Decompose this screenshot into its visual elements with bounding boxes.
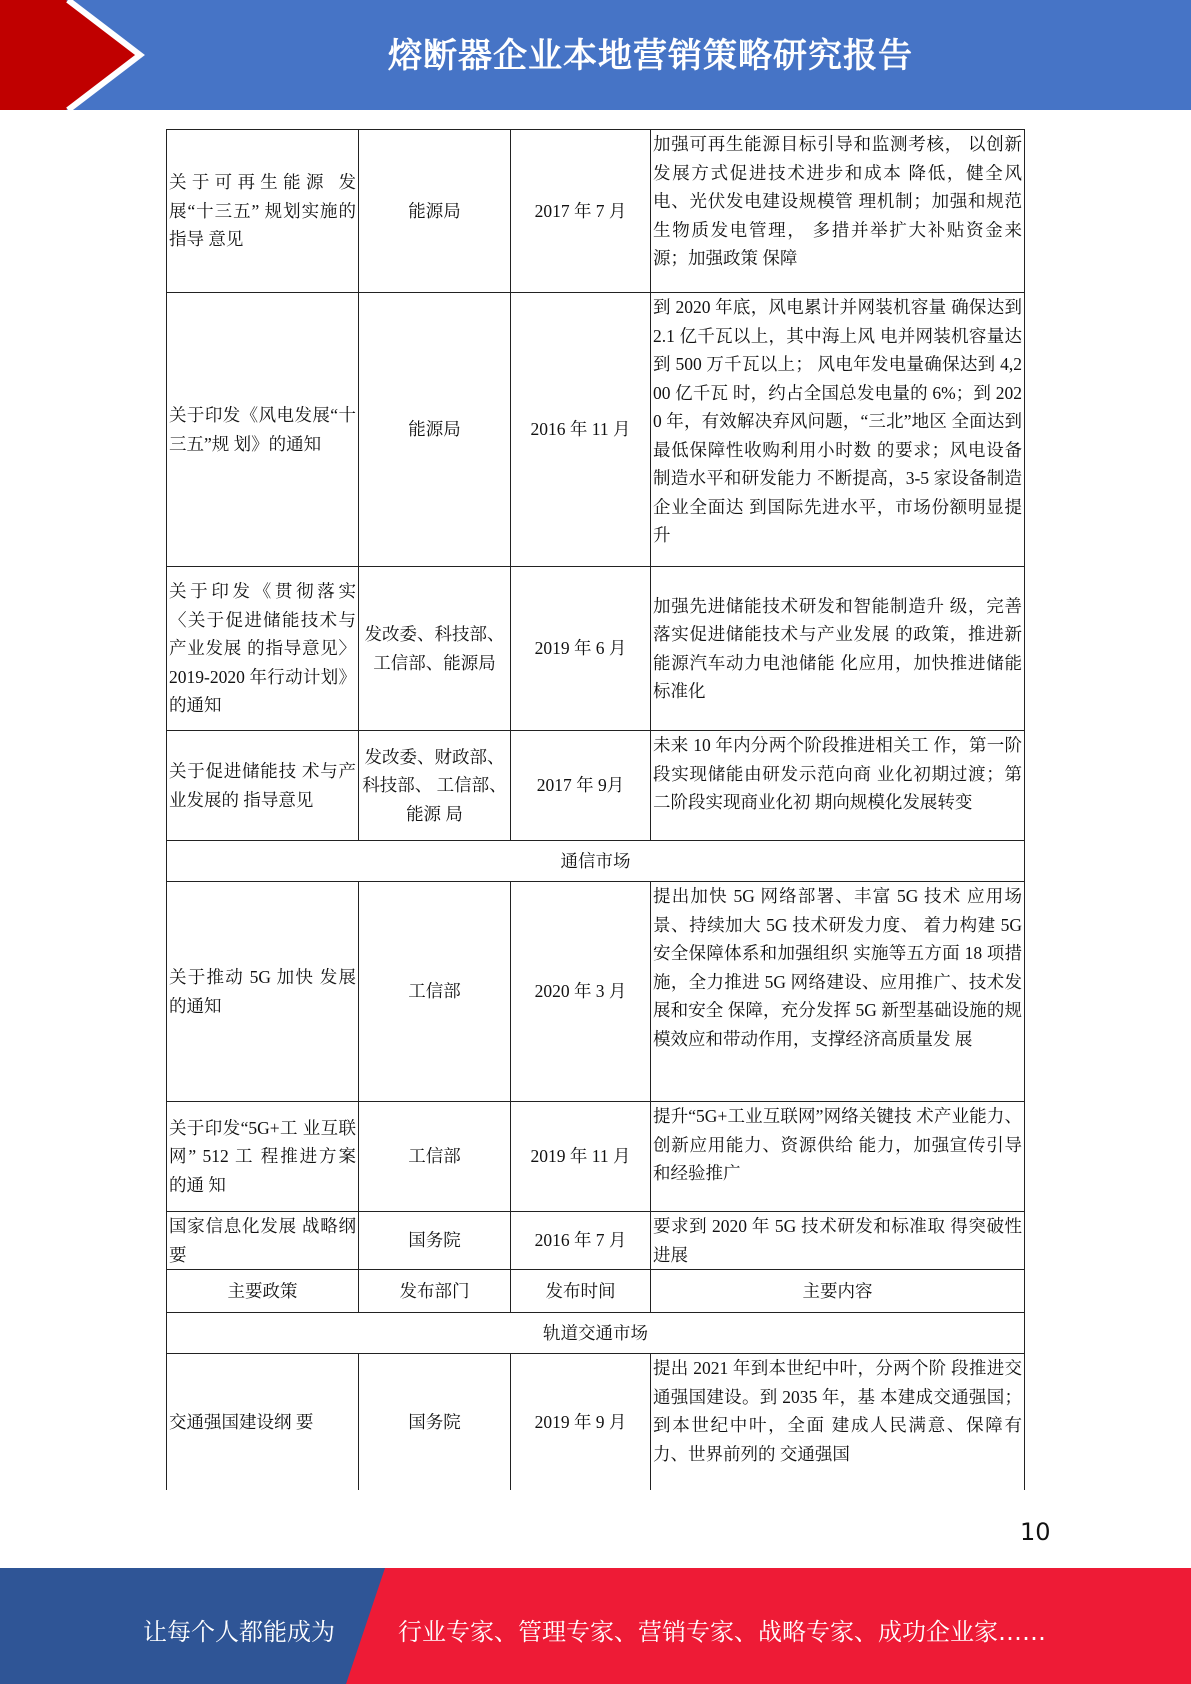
table-row <box>167 731 1025 841</box>
date-cell: 2017 年 7 月 <box>511 130 651 293</box>
footer-slogan-left: 让每个人都能成为 <box>143 1618 335 1646</box>
report-title: 熔断器企业本地营销策略研究报告 <box>388 36 913 76</box>
content-cell: 提出加快 5G 网络部署、丰富 5G 技术 应用场景、持续加大 5G 技术研发力度、 着力构建 5G 安全保障体系和加强组织 实施等五方面 18 项措施，全力推进 5G 网络建设、应用推广、技术发展和安全 保障，充分发挥 5G 新型基础设施的规 模效应和带动作用，支撑经济高质量发 展 <box>651 882 1025 1102</box>
page-header <box>0 0 1191 110</box>
policy-cell: 关于印发“5G+工 业互联网” 512 工 程推进方案的通 知 <box>167 1102 359 1212</box>
policy-cell: 关于可再生能源 发展“十三五” 规划实施的指导 意见 <box>167 130 359 293</box>
dept-cell: 国务院 <box>359 1212 511 1270</box>
table-row <box>167 1212 1025 1270</box>
policy-cell: 交通强国建设纲 要 <box>167 1354 359 1490</box>
section-telecom: 通信市场 <box>167 841 1025 882</box>
section-row <box>167 841 1025 882</box>
section-rail: 轨道交通市场 <box>167 1313 1025 1354</box>
table-row <box>167 1354 1025 1490</box>
footer-slogan-right: 行业专家、管理专家、营销专家、战略专家、成功企业家…… <box>398 1618 1046 1646</box>
date-cell: 2016 年 7 月 <box>511 1212 651 1270</box>
table-row <box>167 567 1025 731</box>
table-row <box>167 882 1025 1102</box>
dept-cell: 能源局 <box>359 130 511 293</box>
date-cell: 2019 年 9 月 <box>511 1354 651 1490</box>
date-cell: 2019 年 11 月 <box>511 1102 651 1212</box>
policy-cell: 关于印发《风电发展“十三五”规 划》的通知 <box>167 293 359 567</box>
policy-cell: 关于印发《贯彻落实〈关于促进储能技术与产业发展 的指导意见〉2019-2020 年行动计划》的通知 <box>167 567 359 731</box>
content-cell: 加强先进储能技术研发和智能制造升 级，完善落实促进储能技术与产业发展 的政策，推进新能源汽车动力电池储能 化应用，加快推进储能标准化 <box>651 567 1025 731</box>
content-cell: 加强可再生能源目标引导和监测考核， 以创新发展方式促进技术进步和成本 降低，健全风电、光伏发电建设规模管 理机制；加强和规范生物质发电管理， 多措并举扩大补贴资金来源；加强政策 保障 <box>651 130 1025 293</box>
content-cell: 提升“5G+工业互联网”网络关键技 术产业能力、创新应用能力、资源供给 能力，加强宣传引导和经验推广 <box>651 1102 1025 1212</box>
column-header-dept: 发布部门 <box>359 1270 511 1313</box>
policy-table <box>166 129 1025 1490</box>
column-header-content: 主要内容 <box>651 1270 1025 1313</box>
column-header-row <box>167 1270 1025 1313</box>
content-cell: 未来 10 年内分两个阶段推进相关工 作，第一阶段实现储能由研发示范向商 业化初期过渡；第二阶段实现商业化初 期向规模化发展转变 <box>651 731 1025 841</box>
column-header-policy: 主要政策 <box>167 1270 359 1313</box>
table-row <box>167 1102 1025 1212</box>
column-header-date: 发布时间 <box>511 1270 651 1313</box>
policy-cell: 关于推动 5G 加快 发展的通知 <box>167 882 359 1102</box>
date-cell: 2020 年 3 月 <box>511 882 651 1102</box>
date-cell: 2017 年 9月 <box>511 731 651 841</box>
dept-cell: 发改委、财政部、科技部、 工信部、能源 局 <box>359 731 511 841</box>
section-row <box>167 1313 1025 1354</box>
page-footer <box>0 1568 1191 1684</box>
content-cell: 到 2020 年底，风电累计并网装机容量 确保达到 2.1 亿千瓦以上，其中海上风 电并网装机容量达到 500 万千瓦以上； 风电年发电量确保达到 4,200 亿千瓦 时，约占全国总发电量的 6%；到 2020 年，有效解决弃风问题，“三北”地区 全面达到最低保障性收购利用小时数 的要求；风电设备制造水平和研发能力 不断提高，3-5 家设备制造企业全面达 到国际先进水平，市场份额明显提升 <box>651 293 1025 567</box>
policy-cell: 关于促进储能技 术与产业发展的 指导意见 <box>167 731 359 841</box>
date-cell: 2016 年 11 月 <box>511 293 651 567</box>
dept-cell: 能源局 <box>359 293 511 567</box>
page-number: 10 <box>1020 1518 1051 1546</box>
content-cell: 提出 2021 年到本世纪中叶，分两个阶 段推进交通强国建设。到 2035 年，基 本建成交通强国；到本世纪中叶，全面 建成人民满意、保障有力、世界前列的 交通强国 <box>651 1354 1025 1490</box>
table-row <box>167 130 1025 293</box>
dept-cell: 工信部 <box>359 1102 511 1212</box>
policy-cell: 国家信息化发展 战略纲要 <box>167 1212 359 1270</box>
table-row <box>167 293 1025 567</box>
dept-cell: 发改委、科技部、工信部、能源局 <box>359 567 511 731</box>
date-cell: 2019 年 6 月 <box>511 567 651 731</box>
dept-cell: 工信部 <box>359 882 511 1102</box>
dept-cell: 国务院 <box>359 1354 511 1490</box>
content-cell: 要求到 2020 年 5G 技术研发和标准取 得突破性进展 <box>651 1212 1025 1270</box>
